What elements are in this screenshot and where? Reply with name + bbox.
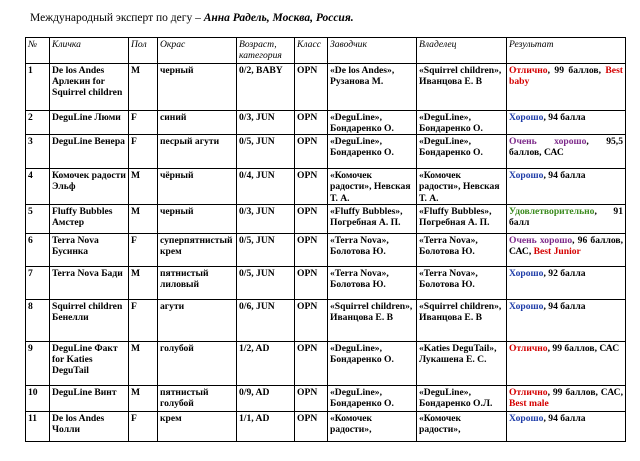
title-prefix: Международный эксперт по дегу – <box>30 12 204 24</box>
cell-result <box>507 135 626 169</box>
score-text: , 99 баллов, САС <box>547 342 620 354</box>
cell-breeder: «Terra Nova», Болотова Ю. <box>328 266 417 299</box>
cell-age: 1/1, AD <box>237 411 295 441</box>
cell-sex: M <box>129 341 158 385</box>
cell-color: синий <box>158 111 237 135</box>
cell-owner: «Комочек радости», Невская Т. А. <box>417 169 507 204</box>
cell-breeder: «DeguLine», Бондаренко О. <box>328 135 417 169</box>
header-breeder: Заводчик <box>328 38 417 64</box>
cell-name: De los Andes Чолли <box>50 411 129 441</box>
cell-result <box>507 111 626 135</box>
cell-breeder: «DeguLine», Бондаренко О. <box>328 111 417 135</box>
score-text: , 92 балла <box>543 267 586 279</box>
cell-name: Комочек радости Эльф <box>50 169 129 204</box>
cell-class: OPN <box>295 111 328 135</box>
table-row <box>26 266 626 299</box>
cell-owner: «DeguLine», Бондаренко О. <box>417 135 507 169</box>
cell-color: черный <box>158 204 237 233</box>
cell-sex: M <box>129 266 158 299</box>
header-result: Результат <box>507 38 626 64</box>
cell-breeder: «DeguLine», Бондаренко О. <box>328 385 417 411</box>
cell-name: DeguLine Люми <box>50 111 129 135</box>
score-text: , 94 балла <box>543 170 586 182</box>
cell-num: 8 <box>26 299 50 341</box>
table-row <box>26 169 626 204</box>
table-row <box>26 385 626 411</box>
cell-owner: «Terra Nova», Болотова Ю. <box>417 233 507 266</box>
cell-num: 1 <box>26 64 50 111</box>
score-text: , 99 баллов, <box>547 65 606 76</box>
grade-label: Хорошо <box>509 267 544 279</box>
cell-class: OPN <box>295 135 328 169</box>
cell-owner: «Комочек радости», <box>417 411 507 441</box>
cell-breeder: «DeguLine», Бондаренко О. <box>328 341 417 385</box>
score-text: , 94 балла <box>543 112 586 123</box>
grade-label: Хорошо <box>509 112 544 123</box>
grade-label: Хорошо <box>509 170 544 182</box>
grade-label: Удовлетворительно <box>509 205 595 217</box>
cell-color: агути <box>158 299 237 341</box>
cell-owner: «Katies DeguTail», Лукашена Е. С. <box>417 341 507 385</box>
cell-num: 11 <box>26 411 50 441</box>
cell-class: OPN <box>295 341 328 385</box>
cell-age: 1/2, AD <box>237 341 295 385</box>
award-title: Best Junior <box>533 245 581 257</box>
cell-class: OPN <box>295 266 328 299</box>
cell-breeder: «Комочек радости», Невская Т. А. <box>328 169 417 204</box>
score-text: , 94 балла <box>543 412 586 424</box>
cell-class: OPN <box>295 299 328 341</box>
table-row <box>26 299 626 341</box>
table-row <box>26 135 626 169</box>
grade-label: Очень хорошо <box>509 136 587 148</box>
cell-class: OPN <box>295 233 328 266</box>
cell-age: 0/5, JUN <box>237 135 295 169</box>
cell-name: Terra Nova Бусинка <box>50 233 129 266</box>
cell-color: пятнистый лиловый <box>158 266 237 299</box>
cell-class: OPN <box>295 411 328 441</box>
grade-label: Отлично <box>509 65 548 76</box>
cell-age: 0/2, BABY <box>237 64 295 111</box>
grade-label: Хорошо <box>509 300 544 312</box>
cell-sex: F <box>129 411 158 441</box>
cell-owner: «DeguLine», Бондаренко О.Л. <box>417 385 507 411</box>
score-text: , 94 балла <box>543 300 586 312</box>
cell-age: 0/3, JUN <box>237 111 295 135</box>
cell-color: черный <box>158 64 237 111</box>
score-text: , 96 баллов, САС, <box>509 234 623 257</box>
cell-num: 5 <box>26 204 50 233</box>
cell-result <box>507 266 626 299</box>
header-owner: Владелец <box>417 38 507 64</box>
cell-num: 4 <box>26 169 50 204</box>
page-title <box>30 12 354 24</box>
cell-result <box>507 411 626 441</box>
cell-num: 3 <box>26 135 50 169</box>
table-row <box>26 233 626 266</box>
cell-sex: F <box>129 111 158 135</box>
cell-class: OPN <box>295 385 328 411</box>
grade-label: Отлично <box>509 386 548 398</box>
cell-name: DeguLine Венера <box>50 135 129 169</box>
cell-result <box>507 169 626 204</box>
header-row <box>26 38 626 64</box>
table-row <box>26 411 626 441</box>
cell-class: OPN <box>295 204 328 233</box>
score-text: , 95,5 баллов, САС <box>509 136 623 159</box>
cell-result <box>507 385 626 411</box>
cell-owner: «Terra Nova», Болотова Ю. <box>417 266 507 299</box>
cell-class: OPN <box>295 64 328 111</box>
header-num: № <box>26 38 50 64</box>
cell-name: De los Andes Арлекин for Squirrel children <box>50 64 129 111</box>
cell-age: 0/9, AD <box>237 385 295 411</box>
cell-color: песрый агути <box>158 135 237 169</box>
cell-sex: M <box>129 169 158 204</box>
cell-result <box>507 341 626 385</box>
cell-age: 0/5, JUN <box>237 266 295 299</box>
cell-sex: F <box>129 233 158 266</box>
cell-sex: F <box>129 299 158 341</box>
award-title: Best baby <box>509 65 623 88</box>
results-table <box>25 37 626 442</box>
cell-breeder: «Terra Nova», Болотова Ю. <box>328 233 417 266</box>
cell-sex: F <box>129 135 158 169</box>
cell-num: 7 <box>26 266 50 299</box>
cell-num: 6 <box>26 233 50 266</box>
cell-result <box>507 204 626 233</box>
cell-breeder: «Fluffy Bubbles», Погребная А. П. <box>328 204 417 233</box>
cell-num: 9 <box>26 341 50 385</box>
table-row <box>26 341 626 385</box>
cell-color: крем <box>158 411 237 441</box>
cell-name: DeguLine Факт for Katies DeguTail <box>50 341 129 385</box>
cell-name: DeguLine Винт <box>50 385 129 411</box>
cell-name: Fluffy Bubbles Амстер <box>50 204 129 233</box>
cell-age: 0/5, JUN <box>237 233 295 266</box>
cell-sex: M <box>129 385 158 411</box>
header-name: Кличка <box>50 38 129 64</box>
grade-label: Очень хорошо <box>509 234 573 246</box>
cell-owner: «Squirrel children», Иванцова Е. В <box>417 299 507 341</box>
cell-result <box>507 64 626 111</box>
header-color: Окрас <box>158 38 237 64</box>
header-sex: Пол <box>129 38 158 64</box>
table-row <box>26 64 626 111</box>
header-age: Возраст, категория <box>237 38 295 64</box>
cell-num: 2 <box>26 111 50 135</box>
table-row <box>26 204 626 233</box>
cell-num: 10 <box>26 385 50 411</box>
score-text: , 91 балл <box>509 205 623 228</box>
cell-color: голубой <box>158 341 237 385</box>
cell-breeder: «Squirrel children», Иванцова Е. В <box>328 299 417 341</box>
table-row <box>26 111 626 135</box>
cell-sex: M <box>129 64 158 111</box>
cell-breeder: «De los Andes», Рузанова М. <box>328 64 417 111</box>
score-text: , 99 баллов, САС, <box>547 386 623 398</box>
cell-result <box>507 299 626 341</box>
cell-owner: «DeguLine», Бондаренко О. <box>417 111 507 135</box>
cell-owner: «Squirrel children», Иванцова Е. В <box>417 64 507 111</box>
cell-color: пятнистый голубой <box>158 385 237 411</box>
cell-name: Squirrel children Бенелли <box>50 299 129 341</box>
cell-result <box>507 233 626 266</box>
cell-sex: M <box>129 204 158 233</box>
cell-breeder: «Комочек радости», <box>328 411 417 441</box>
cell-age: 0/6, JUN <box>237 299 295 341</box>
cell-age: 0/3, JUN <box>237 204 295 233</box>
cell-name: Terra Nova Бади <box>50 266 129 299</box>
award-title: Best male <box>509 397 549 409</box>
cell-owner: «Fluffy Bubbles», Погребная А. П. <box>417 204 507 233</box>
title-expert: Анна Радель, Москва, Россия. <box>203 12 354 24</box>
cell-age: 0/4, JUN <box>237 169 295 204</box>
cell-color: чёрный <box>158 169 237 204</box>
cell-color: суперпятнистый крем <box>158 233 237 266</box>
cell-class: OPN <box>295 169 328 204</box>
grade-label: Отлично <box>509 342 548 354</box>
header-class: Класс <box>295 38 328 64</box>
grade-label: Хорошо <box>509 412 544 424</box>
